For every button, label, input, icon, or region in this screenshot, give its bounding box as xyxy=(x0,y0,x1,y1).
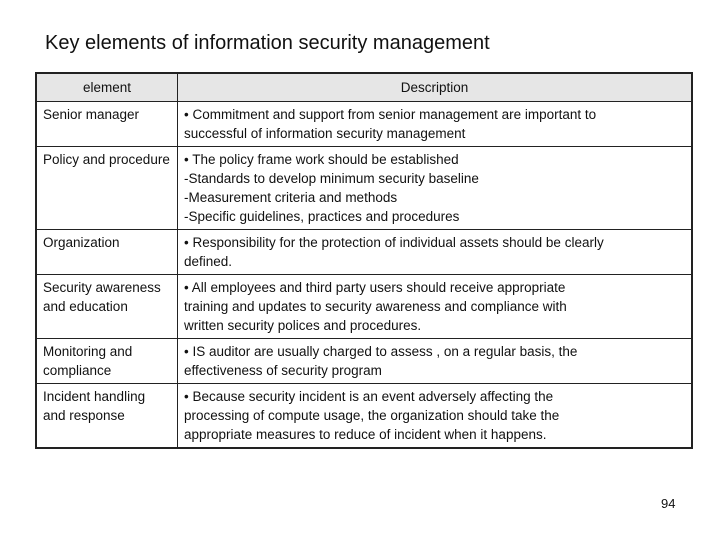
table-header-row xyxy=(36,73,692,102)
element-cell: Security awareness and education xyxy=(36,275,178,339)
element-cell: Monitoring and compliance xyxy=(36,339,178,384)
element-cell: Incident handling and response xyxy=(36,384,178,449)
table-row xyxy=(36,275,692,339)
column-header-element: element xyxy=(36,73,178,102)
description-cell xyxy=(178,384,693,449)
column-header-description: Description xyxy=(178,73,693,102)
description-line: -Specific guidelines, practices and procedures xyxy=(184,209,460,224)
element-cell: Policy and procedure xyxy=(36,147,178,230)
table-row xyxy=(36,102,692,147)
table-row xyxy=(36,384,692,449)
description-line: effectiveness of security program xyxy=(184,363,382,378)
description-line: -Measurement criteria and methods xyxy=(184,190,398,205)
description-line: • The policy frame work should be established xyxy=(184,152,459,167)
description-line: training and updates to security awareness and compliance with xyxy=(184,299,567,314)
description-line: • Because security incident is an event adversely affecting the xyxy=(184,389,554,404)
element-cell: Organization xyxy=(36,230,178,275)
description-line: • All employees and third party users should receive appropriate xyxy=(184,280,566,295)
table-row xyxy=(36,339,692,384)
key-elements-table xyxy=(35,72,693,449)
description-line: written security polices and procedures. xyxy=(184,318,422,333)
description-line: successful of information security management xyxy=(184,126,466,141)
page-number: 94 xyxy=(661,496,676,511)
slide-title: Key elements of information security management xyxy=(45,32,490,54)
description-line: processing of compute usage, the organization should take the xyxy=(184,408,560,423)
description-cell xyxy=(178,147,693,230)
description-cell xyxy=(178,230,693,275)
description-line: • IS auditor are usually charged to assess , on a regular basis, the xyxy=(184,344,578,359)
description-line: appropriate measures to reduce of incident when it happens. xyxy=(184,427,547,442)
table-row xyxy=(36,147,692,230)
description-cell xyxy=(178,275,693,339)
description-cell xyxy=(178,339,693,384)
description-line: -Standards to develop minimum security baseline xyxy=(184,171,479,186)
description-cell xyxy=(178,102,693,147)
element-cell: Senior manager xyxy=(36,102,178,147)
description-line: • Responsibility for the protection of individual assets should be clearly xyxy=(184,235,604,250)
table-row xyxy=(36,230,692,275)
description-line: • Commitment and support from senior management are important to xyxy=(184,107,597,122)
description-line: defined. xyxy=(184,254,233,269)
